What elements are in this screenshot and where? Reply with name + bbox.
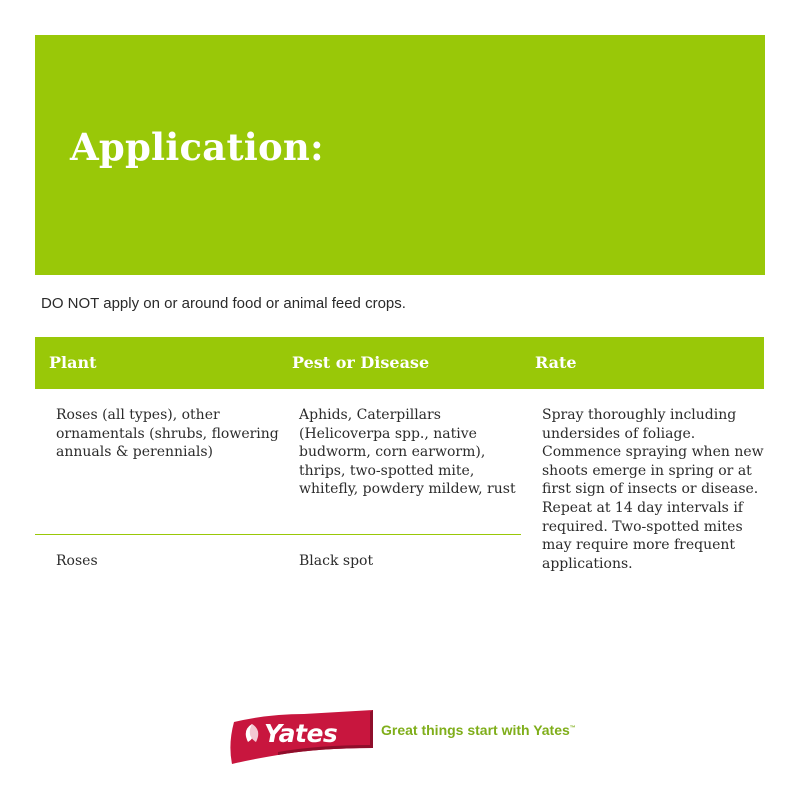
brand-tagline xyxy=(381,722,576,738)
table-header xyxy=(35,337,764,389)
column-header-pest-or-disease: Pest or Disease xyxy=(292,353,430,372)
table-cell-pest-row-2: Black spot xyxy=(299,553,374,569)
table-cell-plant-row-2: Roses xyxy=(56,553,98,569)
table-cell-pest-row-1: Aphids, Caterpillars (Helicoverpa spp., native budworm, corn earworm), thrips, two-spotted mite, whitefly, powdery mildew, rust xyxy=(299,407,516,498)
table-cell-plant-row-1: Roses (all types), other ornamentals (shrubs, flowering annuals & perennials) xyxy=(56,407,279,461)
row-divider xyxy=(35,534,521,535)
column-header-rate: Rate xyxy=(535,353,577,372)
header-banner xyxy=(35,35,765,275)
warning-text: DO NOT apply on or around food or animal feed crops. xyxy=(41,295,406,312)
table-cell-rate: Spray thoroughly including undersides of foliage. Commence spraying when new shoots emerge in spring or at first sign of insects or disease. Repeat at 14 day intervals if required. Two-spotted mites may require more frequent applications. xyxy=(542,407,764,572)
page-title: Application: xyxy=(70,125,324,169)
tagline-text: Great things start with Yates xyxy=(381,722,570,738)
logo-wordmark: Yates xyxy=(264,719,338,748)
column-header-plant: Plant xyxy=(49,353,97,372)
footer-brand xyxy=(228,708,588,768)
trademark-symbol: ™ xyxy=(569,725,576,732)
